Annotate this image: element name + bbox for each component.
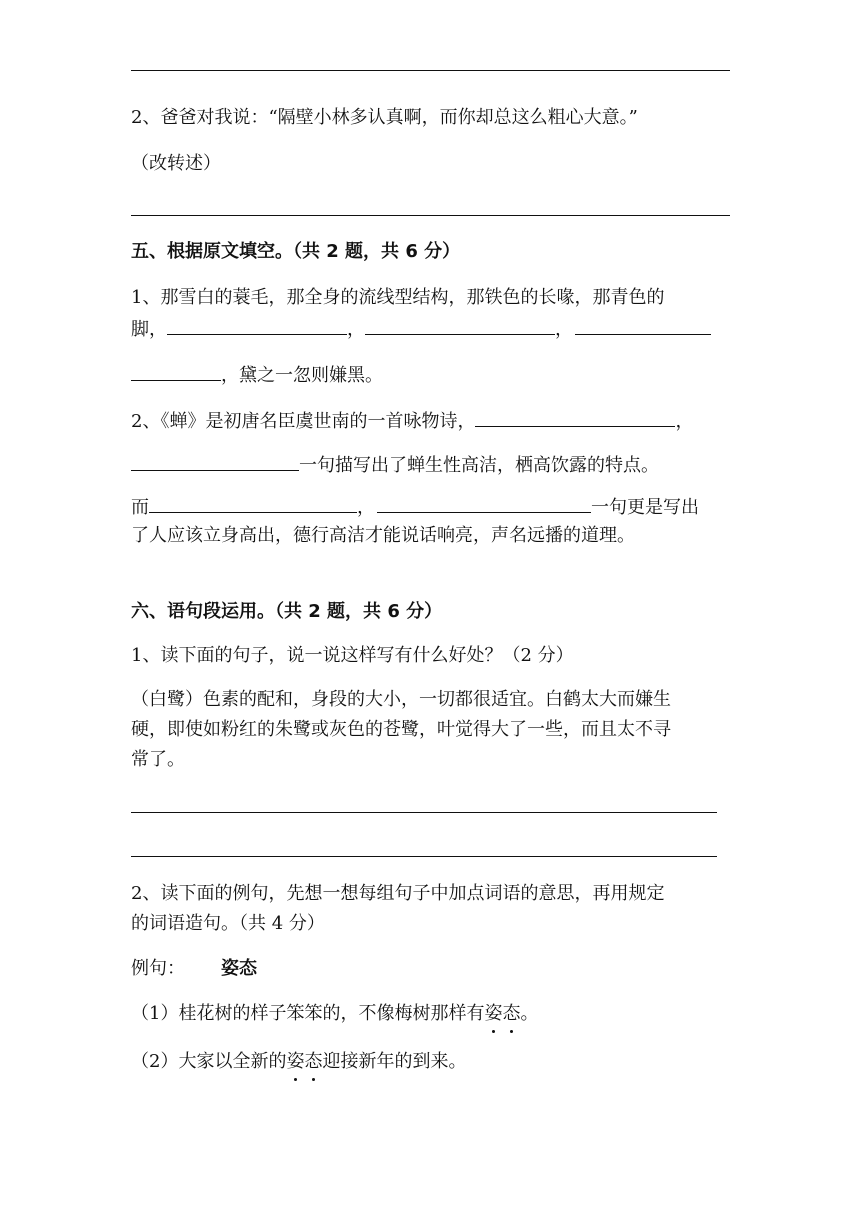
s6-q1-passage-line2: 硬，即使如粉红的朱鹭或灰色的苍鹭，叶觉得大了一些，而且太不寻 (131, 719, 671, 740)
comma: ， (357, 497, 375, 518)
s5-q2-er: 而 (131, 497, 149, 518)
fill-blank[interactable] (575, 316, 711, 335)
fill-blank[interactable] (149, 494, 357, 513)
section-6-heading: 六、语句段运用。（共 2 题，共 6 分） (131, 601, 443, 622)
ex2-before: （2）大家以全新的 (131, 1051, 287, 1072)
s5-q2-text2: 一句描写出了蝉生性高洁，栖高饮露的特点。 (299, 455, 659, 476)
dotted-char: 姿 (484, 1003, 503, 1024)
dotted-char: 态 (304, 1051, 323, 1072)
answer-line-top (131, 70, 730, 71)
question-2-rewrite: 2、爸爸对我说：“隔壁小林多认真啊，而你却总这么粗心大意。” (131, 107, 638, 128)
fill-blank[interactable] (377, 494, 591, 513)
s5-q2-text3: 一句更是写出 (591, 497, 699, 518)
example-sentence-2 (131, 1050, 466, 1074)
fill-blank[interactable] (475, 408, 675, 427)
s6-q1-passage-line3: 常了。 (131, 749, 185, 770)
s5-q1-text: 脚， (131, 319, 167, 340)
question-2-note: （改转述） (131, 153, 221, 174)
s5-q1-end: ，黛之一忽则嫌黑。 (221, 365, 383, 386)
answer-line[interactable] (131, 856, 717, 857)
s5-q2-line1 (131, 408, 693, 434)
s5-q2-text: 2、《蝉》是初唐名臣虞世南的一首咏物诗， (131, 411, 476, 432)
example-word: 姿态 (221, 958, 257, 979)
section-5-heading: 五、根据原文填空。（共 2 题，共 6 分） (131, 241, 461, 262)
s5-q2-line2 (131, 452, 659, 478)
example-sentence-1 (131, 1002, 538, 1026)
s5-q1-line3 (131, 362, 383, 388)
example-label: 例句： (131, 958, 185, 979)
ex1-after: 。 (520, 1003, 539, 1024)
dotted-char: 姿 (286, 1051, 305, 1072)
dotted-char: 态 (502, 1003, 521, 1024)
fill-blank[interactable] (167, 316, 347, 335)
comma: ， (347, 319, 365, 340)
fill-blank[interactable] (131, 452, 299, 471)
s5-q2-line4: 了人应该立身高出，德行高洁才能说话响亮，声名远播的道理。 (131, 525, 635, 546)
s6-q1-prompt: 1、读下面的句子，说一说这样写有什么好处？（2 分） (131, 645, 574, 666)
s5-q1-line1: 1、那雪白的蓑毛，那全身的流线型结构，那铁色的长喙，那青色的 (131, 287, 665, 308)
ex2-after: 迎接新年的到来。 (322, 1051, 467, 1072)
example-row (131, 957, 257, 981)
s5-q1-line2 (131, 316, 711, 342)
fill-blank[interactable] (131, 362, 221, 381)
comma: ， (555, 319, 573, 340)
answer-line-rewrite (131, 215, 730, 216)
s6-q2-prompt-line1: 2、读下面的例句，先想一想每组句子中加点词语的意思，再用规定 (131, 883, 665, 904)
s6-q1-passage-line1: （白鹭）色素的配和，身段的大小，一切都很适宜。白鹤太大而嫌生 (131, 689, 671, 710)
answer-line[interactable] (131, 812, 717, 813)
fill-blank[interactable] (365, 316, 555, 335)
comma: ， (675, 411, 694, 432)
ex1-before: （1）桂花树的样子笨笨的，不像梅树那样有 (131, 1003, 485, 1024)
s5-q2-line3 (131, 494, 699, 520)
s6-q2-prompt-line2: 的词语造句。（共 4 分） (131, 913, 325, 934)
